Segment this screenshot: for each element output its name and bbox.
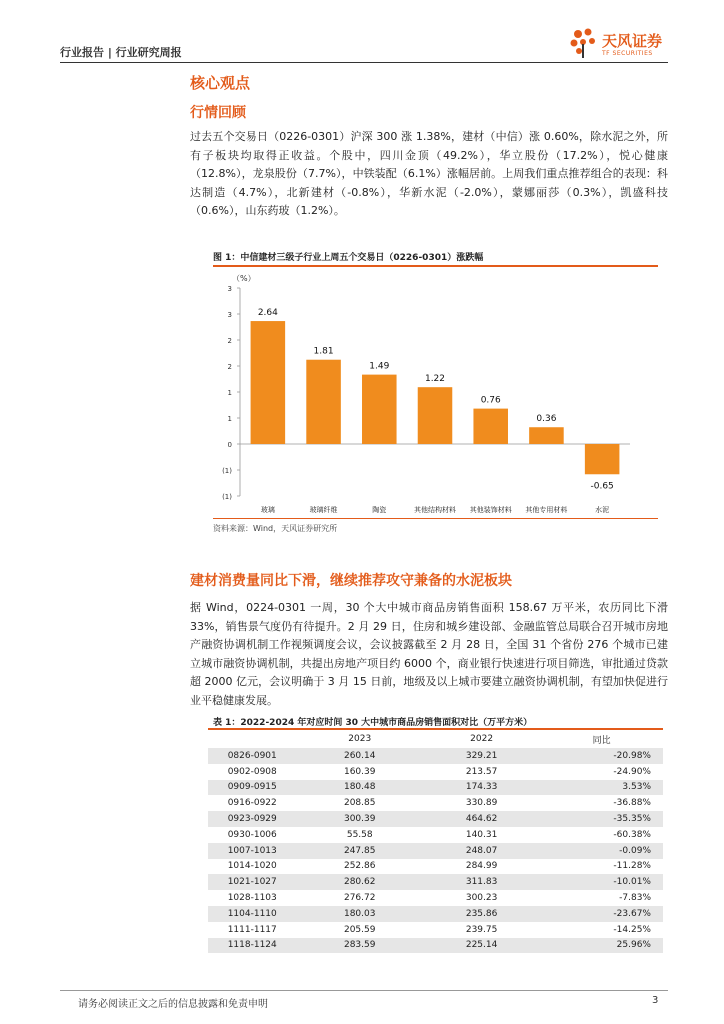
sales-area-table [208,730,663,953]
cell-yoy: -0.09% [540,843,663,859]
data-label: 0.36 [536,414,557,425]
cell-2022: 239.75 [465,924,498,935]
data-label: 2.64 [257,308,278,319]
paragraph-housing-sales: 据 Wind，0224-0301 一周，30 个大中城市商品房销售面积 158.67 万平米，农历同比下滑 33%，销售景气度仍有待提升。2 月 29 日，住房和城乡建设部、金融监管总局联合召开城市房地产融资协调机制工作视频调度会议，会议披露截至 2 月 28 日，全国 31 个省份 276 个城市已建立城市融资协调机制，共提出房地产项目约 6000 个，商业银行快速进行项目筛选，审批通过贷款超 2000 亿元，会议明确于 3 月 15 日前，地级及以上城市要建立融资协调机制，有望加快促进行业平稳健康发展。 [190,601,668,707]
category-label: 玻璃 [260,506,275,514]
cell-period: 1007-1013 [208,843,296,859]
figure-top-rule [213,265,658,267]
company-logo [568,26,678,62]
category-label: 陶瓷 [372,506,387,514]
cell-yoy: -36.88% [613,798,651,809]
cell-yoy: -35.35% [540,811,663,827]
cell-2023: 160.39 [343,766,376,777]
cell-2023: 55.58 [346,829,373,840]
cell-2023: 300.39 [296,811,423,827]
category-label: 其他专用材料 [525,506,568,514]
category-label: 其他装饰材料 [469,506,512,514]
table-row [208,843,663,859]
cell-period: 1118-1124 [208,938,296,954]
data-label: -0.65 [590,481,614,492]
cell-2023: 208.85 [343,798,376,809]
cell-yoy: -20.98% [540,748,663,764]
table-row [208,859,663,875]
cell-yoy: 25.96% [540,938,663,954]
heading-market-review: 行情回顾 [190,105,246,121]
data-label: 1.49 [369,361,390,372]
bar [585,444,620,474]
footer-disclaimer: 请务必阅读正文之后的信息披露和免责申明 [78,999,268,1010]
cell-period: 1104-1110 [208,906,296,922]
table-header-row [208,730,663,748]
table-row [208,780,663,796]
bar [529,427,564,444]
y-tick-label: 1 [227,415,232,423]
cell-2022: 248.07 [423,843,540,859]
table-row [208,874,663,890]
y-tick-label: 1 [227,389,232,397]
data-label: 1.22 [424,374,446,385]
table-row [208,938,663,954]
data-label: 1.81 [313,346,334,357]
y-tick-label: 3 [227,285,232,293]
header-yoy: 同比 [592,735,611,746]
cell-period: 1028-1103 [227,893,277,904]
cell-2023: 280.62 [296,874,423,890]
cell-yoy: -23.67% [540,906,663,922]
table-title: 表 1：2022-2024 年对应时间 30 大中城市商品房销售面积对比（万平方米） [213,718,533,728]
cell-yoy: -24.90% [613,766,651,777]
cell-2023: 180.48 [296,780,423,796]
flower-logo-icon [568,26,600,60]
bar [306,360,341,444]
table-row [208,890,663,906]
bar-chart [210,268,660,518]
y-tick-label: 2 [227,337,232,345]
cell-2022: 329.21 [423,748,540,764]
y-tick-label: (1) [222,493,232,501]
cell-2023: 252.86 [343,861,376,872]
table-row [208,922,663,938]
cell-2022: 140.31 [465,829,498,840]
bar [418,387,453,444]
cell-2023: 260.14 [296,748,423,764]
data-label: 0.76 [480,395,501,406]
table-row [208,811,663,827]
table-row [208,795,663,811]
cell-2022: 464.62 [423,811,540,827]
cell-2022: 330.89 [465,798,498,809]
cell-period: 0916-0922 [227,798,277,809]
cell-2022: 311.83 [423,874,540,890]
table-row [208,748,663,764]
cell-2022: 300.23 [465,893,498,904]
cell-period: 1014-1020 [227,861,277,872]
cell-period: 0826-0901 [208,748,296,764]
breadcrumb: 行业报告 | 行业研究周报 [60,46,182,59]
header-divider [60,62,668,63]
logo-text-cn: 天风证券 [602,32,663,50]
header-2023: 2023 [348,734,372,744]
y-tick-label: 3 [227,311,232,319]
cell-2023: 205.59 [343,924,376,935]
heading-core-views: 核心观点 [190,74,251,92]
cell-yoy: -14.25% [613,924,651,935]
figure-bottom-rule [213,518,658,519]
cell-2023: 283.59 [296,938,423,954]
cell-period: 1111-1117 [227,924,277,935]
paragraph-market-review: 过去五个交易日（0226-0301）沪深 300 涨 1.38%，建材（中信）涨 0.60%，除水泥之外，所有子板块均取得正收益。个股中，四川金顶（49.2%），华立股份（17.2%），悦心健康（12.8%），龙泉股份（7.7%），中铁装配（6.1%）涨幅居前。上周我们重点推荐组合的表现：科达制造（4.7%），北新建材（-0.8%），华新水泥（-2.0%），蒙娜丽莎（0.3%），凯盛科技（0.6%），山东药玻（1.2%）。 [190,130,668,217]
bars [251,321,620,474]
category-label: 玻璃纤维 [309,506,338,514]
section-heading: 建材消费量同比下滑，继续推荐攻守兼备的水泥板块 [190,573,512,589]
cell-period: 0923-0929 [208,811,296,827]
category-label: 其他结构材料 [414,506,456,514]
cell-period: 0902-0908 [227,766,277,777]
header-period [208,730,296,748]
header-2022: 2022 [470,734,494,744]
cell-2022: 174.33 [423,780,540,796]
category-labels [261,505,609,514]
cell-2022: 225.14 [423,938,540,954]
cell-yoy: -7.83% [619,893,651,904]
category-label: 水泥 [595,506,610,514]
table-row [208,827,663,843]
cell-2022: 235.86 [423,906,540,922]
table-row [208,764,663,780]
cell-2023: 247.85 [296,843,423,859]
cell-yoy: 3.53% [540,780,663,796]
page-number: 3 [652,995,659,1006]
bar [251,321,286,444]
cell-yoy: -10.01% [540,874,663,890]
cell-2023: 180.03 [296,906,423,922]
cell-yoy: -60.38% [613,829,651,840]
logo-text-en: TF SECURITIES [602,50,653,57]
bar [473,409,508,444]
footer-divider [60,990,668,991]
y-axis-unit: （%） [232,274,256,283]
figure-title: 图 1：中信建材三级子行业上周五个交易日（0226-0301）涨跌幅 [213,253,484,263]
figure-source: 资料来源：Wind，天风证券研究所 [213,524,338,533]
cell-2022: 213.57 [465,766,498,777]
cell-2022: 284.99 [465,861,498,872]
y-tick-label: 2 [227,363,232,371]
cell-yoy: -11.28% [613,861,651,872]
y-tick-label: (1) [222,467,232,475]
cell-period: 1021-1027 [208,874,296,890]
bar [362,375,397,444]
cell-period: 0930-1006 [227,829,277,840]
y-tick-label: 0 [227,441,232,449]
cell-2023: 276.72 [343,893,376,904]
table-row [208,906,663,922]
cell-period: 0909-0915 [208,780,296,796]
